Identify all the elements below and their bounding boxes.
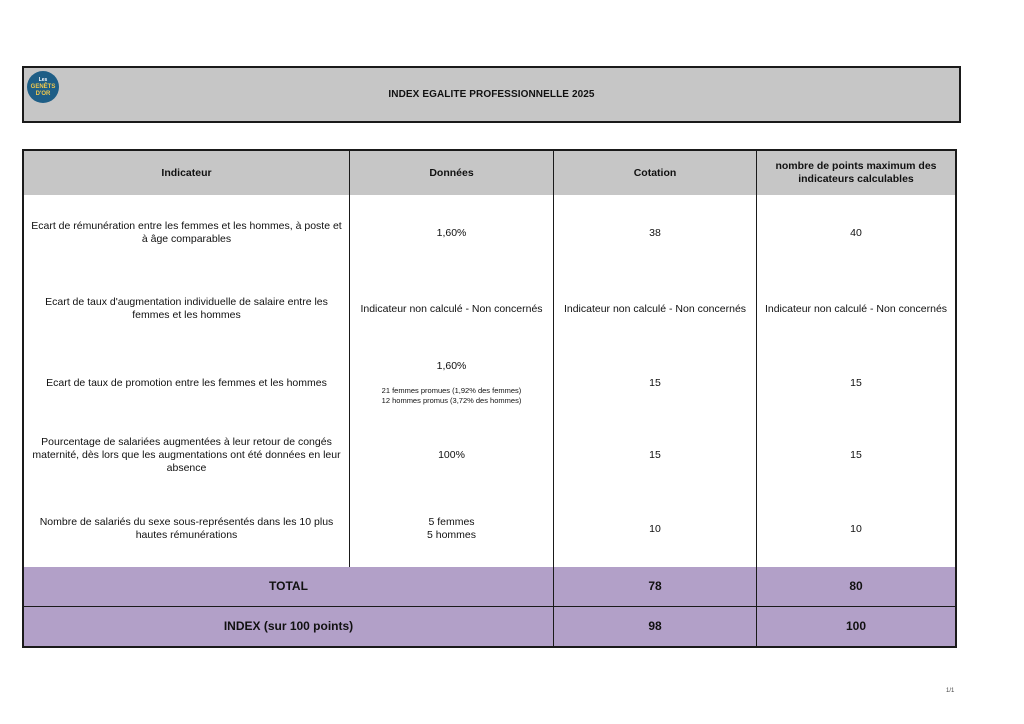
index-table — [22, 149, 957, 648]
column-header-donnees: Données — [350, 151, 554, 195]
table-row — [24, 419, 955, 491]
indicator-label: Pourcentage de salariées augmentées à leur retour de congés maternité, dès lors que les augmentations ont été données en leur absence — [24, 419, 350, 491]
data-value: 100% — [350, 419, 554, 491]
data-note: 21 femmes promues (1,92% des femmes) — [381, 386, 522, 395]
index-row — [24, 607, 955, 646]
table-row — [24, 271, 955, 347]
page-title: INDEX EGALITE PROFESSIONNELLE 2025 — [388, 89, 595, 100]
score-value: 10 — [554, 491, 757, 567]
indicator-label: Ecart de taux d'augmentation individuelle de salaire entre les femmes et les hommes — [24, 271, 350, 347]
data-value: Indicateur non calculé - Non concernés — [350, 271, 554, 347]
data-value: 1,60% — [350, 195, 554, 271]
indicator-label: Ecart de taux de promotion entre les femmes et les hommes — [24, 347, 350, 419]
indicator-label: Ecart de rémunération entre les femmes et les hommes, à poste et à âge comparables — [24, 195, 350, 271]
max-points-value: 15 — [850, 448, 862, 461]
score-value: 15 — [554, 419, 757, 491]
data-note: 12 hommes promus (3,72% des hommes) — [381, 396, 522, 405]
index-score: 98 — [554, 607, 757, 646]
data-value: 5 femmes — [428, 516, 475, 528]
column-header-indicateur: Indicateur — [24, 151, 350, 195]
max-points-value: 10 — [850, 522, 862, 535]
table-row — [24, 347, 955, 419]
data-value-group — [350, 491, 554, 567]
table-row — [24, 491, 955, 567]
data-value-group — [350, 347, 554, 419]
table-row — [24, 195, 955, 271]
index-label: INDEX (sur 100 points) — [24, 607, 554, 646]
total-row — [24, 567, 955, 607]
max-points-value: Indicateur non calculé - Non concernés — [764, 302, 948, 315]
data-value: 5 hommes — [426, 529, 477, 541]
data-value: 1,60% — [436, 360, 467, 372]
page-number: 1/1 — [946, 688, 955, 694]
score-value: Indicateur non calculé - Non concernés — [554, 271, 757, 347]
column-header-max-points: nombre de points maximum des indicateurs calculables — [775, 160, 937, 185]
total-max: 80 — [849, 579, 863, 593]
header-banner — [22, 66, 961, 123]
total-label: TOTAL — [24, 567, 554, 606]
table-header-row — [24, 151, 955, 195]
max-points-value: 40 — [850, 226, 862, 239]
score-value: 38 — [554, 195, 757, 271]
index-max: 100 — [845, 619, 867, 633]
max-points-value: 15 — [850, 376, 862, 389]
total-score: 78 — [554, 567, 757, 606]
column-header-cotation: Cotation — [554, 151, 757, 195]
indicator-label: Nombre de salariés du sexe sous-représentés dans les 10 plus hautes rémunérations — [24, 491, 350, 567]
score-value: 15 — [554, 347, 757, 419]
company-logo: Les GENÊTS D'OR — [27, 71, 59, 103]
